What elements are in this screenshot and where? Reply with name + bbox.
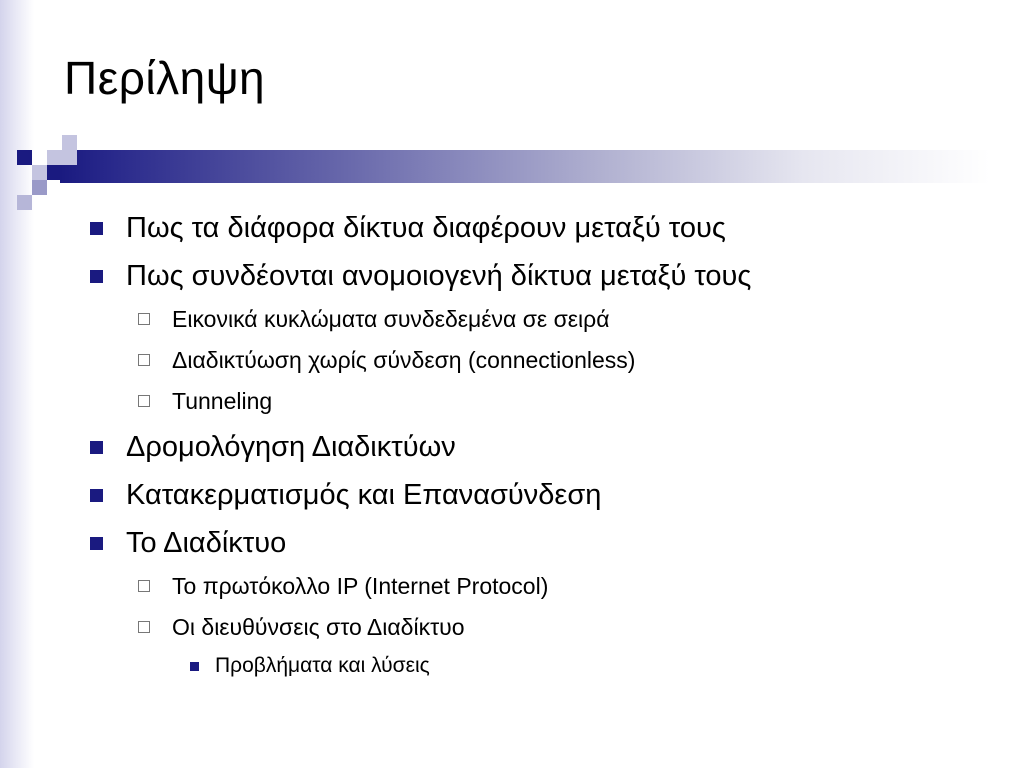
square-bullet-icon [90, 537, 103, 550]
bullet-text: Πως συνδέονται ανομοιογενή δίκτυα μεταξύ τους [126, 260, 752, 292]
hollow-square-bullet-icon [138, 395, 150, 407]
deco-square [17, 150, 32, 165]
sub-bullet-item [88, 570, 988, 602]
hollow-square-bullet-icon [138, 313, 150, 325]
bullet-text: Δρομολόγηση Διαδικτύων [126, 431, 456, 463]
bullet-text: Το Διαδίκτυο [126, 527, 287, 559]
square-bullet-icon [90, 441, 103, 454]
sub-bullet-text: Εικονικά κυκλώματα συνδεδεμένα σε σειρά [172, 306, 610, 332]
sub-bullet-text: Οι διευθύνσεις στο Διαδίκτυο [172, 614, 465, 640]
sub-bullet-text: Tunneling [172, 388, 273, 414]
square-bullet-icon [90, 222, 103, 235]
sub-sub-bullet-item [88, 651, 988, 681]
deco-square [17, 195, 32, 210]
bullet-item [88, 429, 988, 465]
bullet-item [88, 258, 988, 294]
square-bullet-icon [90, 489, 103, 502]
deco-square [47, 150, 62, 165]
bullet-text: Κατακερματισμός και Επανασύνδεση [126, 479, 602, 511]
bullet-list [88, 210, 988, 681]
sub-bullet-item [88, 385, 988, 417]
square-bullet-icon [90, 270, 103, 283]
hollow-square-bullet-icon [138, 580, 150, 592]
slide-title: Περίληψη [64, 52, 266, 104]
title-underline-bar [60, 150, 990, 183]
deco-square [32, 165, 47, 180]
hollow-square-bullet-icon [138, 354, 150, 366]
left-edge-gradient [0, 0, 34, 768]
sub-sub-bullet-text: Προβλήματα και λύσεις [215, 654, 430, 677]
bullet-item [88, 525, 988, 561]
hollow-square-bullet-icon [138, 621, 150, 633]
bullet-text: Πως τα διάφορα δίκτυα διαφέρουν μεταξύ τους [126, 212, 726, 244]
sub-bullet-item [88, 344, 988, 376]
small-square-bullet-icon [190, 662, 199, 671]
sub-bullet-item [88, 611, 988, 643]
deco-square [62, 135, 77, 150]
sub-bullet-text: Διαδικτύωση χωρίς σύνδεση (connectionless) [172, 347, 636, 373]
deco-square [47, 165, 62, 180]
deco-square [62, 150, 77, 165]
sub-bullet-item [88, 303, 988, 335]
bullet-item [88, 210, 988, 246]
bullet-item [88, 477, 988, 513]
sub-bullet-text: Το πρωτόκολλο IP (Internet Protocol) [172, 573, 549, 599]
deco-square [32, 180, 47, 195]
